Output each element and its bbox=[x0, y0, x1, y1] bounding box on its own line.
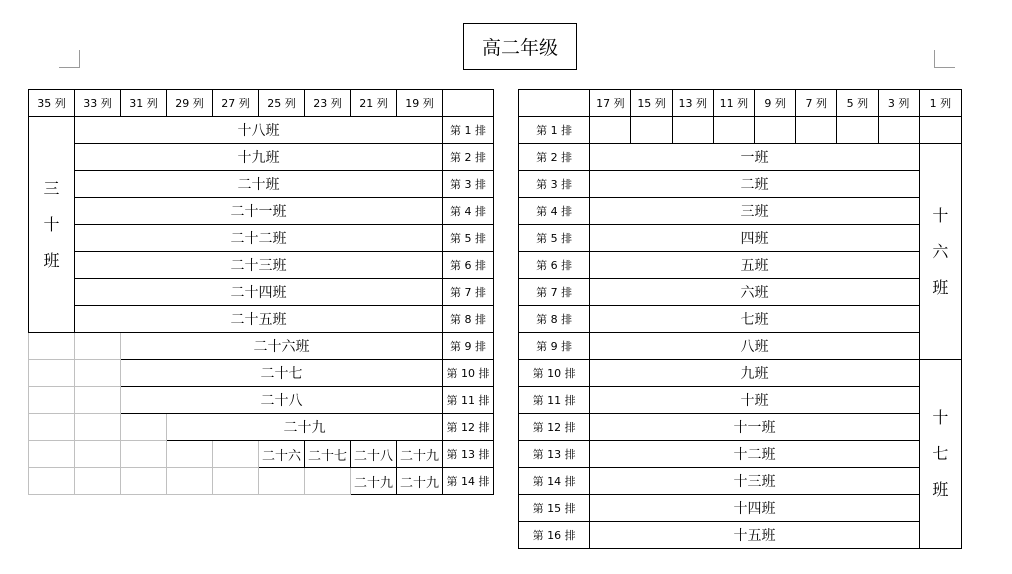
row-label: 第 16 排 bbox=[519, 522, 590, 549]
column-header: 13 列 bbox=[672, 90, 713, 117]
class-row: 九班 bbox=[590, 360, 919, 387]
row-label: 第 10 排 bbox=[443, 360, 494, 387]
column-header: 7 列 bbox=[796, 90, 837, 117]
class-row: 七班 bbox=[590, 306, 919, 333]
empty-seat bbox=[259, 468, 305, 495]
row-label: 第 9 排 bbox=[443, 333, 494, 360]
row-label: 第 8 排 bbox=[519, 306, 590, 333]
empty-seat bbox=[878, 117, 919, 144]
row-label: 第 5 排 bbox=[443, 225, 494, 252]
row-label: 第 15 排 bbox=[519, 495, 590, 522]
column-header: 27 列 bbox=[213, 90, 259, 117]
seat-cell: 二十九 bbox=[351, 468, 397, 495]
seat-cell: 二十七 bbox=[305, 441, 351, 468]
class-row: 二十八 bbox=[121, 387, 443, 414]
class-16-block: 十 六 班 bbox=[919, 144, 961, 360]
row-label: 第 9 排 bbox=[519, 333, 590, 360]
class-row: 二十四班 bbox=[75, 279, 443, 306]
right-seating-table bbox=[518, 89, 962, 549]
row-label: 第 12 排 bbox=[519, 414, 590, 441]
empty-seat bbox=[75, 333, 121, 360]
seat-cell: 二十九 bbox=[397, 441, 443, 468]
row-label: 第 10 排 bbox=[519, 360, 590, 387]
empty-seat bbox=[75, 441, 121, 468]
empty-seat bbox=[305, 468, 351, 495]
column-header: 31 列 bbox=[121, 90, 167, 117]
empty-seat bbox=[713, 117, 754, 144]
column-header: 17 列 bbox=[590, 90, 631, 117]
seat-cell: 二十八 bbox=[351, 441, 397, 468]
class-row: 二十二班 bbox=[75, 225, 443, 252]
row-label: 第 8 排 bbox=[443, 306, 494, 333]
row-label: 第 6 排 bbox=[443, 252, 494, 279]
class-row: 八班 bbox=[590, 333, 919, 360]
empty-seat bbox=[75, 468, 121, 495]
empty-seat bbox=[167, 468, 213, 495]
column-header: 25 列 bbox=[259, 90, 305, 117]
empty-seat bbox=[121, 414, 167, 441]
corner-cell bbox=[443, 90, 494, 117]
class-row: 四班 bbox=[590, 225, 919, 252]
column-header: 19 列 bbox=[397, 90, 443, 117]
class-17-block: 十 七 班 bbox=[919, 360, 961, 549]
empty-seat bbox=[167, 441, 213, 468]
class-row: 十班 bbox=[590, 387, 919, 414]
crop-mark-left bbox=[59, 50, 80, 68]
class-row: 十四班 bbox=[590, 495, 919, 522]
column-header: 29 列 bbox=[167, 90, 213, 117]
class-row: 二十九 bbox=[167, 414, 443, 441]
class-row: 二十班 bbox=[75, 171, 443, 198]
row-label: 第 4 排 bbox=[519, 198, 590, 225]
row-label: 第 2 排 bbox=[519, 144, 590, 171]
class-row: 一班 bbox=[590, 144, 919, 171]
class-row: 六班 bbox=[590, 279, 919, 306]
row-label: 第 6 排 bbox=[519, 252, 590, 279]
class-row: 十五班 bbox=[590, 522, 919, 549]
row-label: 第 11 排 bbox=[519, 387, 590, 414]
empty-seat bbox=[672, 117, 713, 144]
class-row: 十一班 bbox=[590, 414, 919, 441]
column-header: 9 列 bbox=[755, 90, 796, 117]
class-row: 五班 bbox=[590, 252, 919, 279]
empty-seat bbox=[837, 117, 878, 144]
empty-seat bbox=[75, 414, 121, 441]
page-title: 高二年级 bbox=[463, 23, 577, 70]
corner-cell bbox=[519, 90, 590, 117]
empty-seat bbox=[213, 468, 259, 495]
empty-seat bbox=[919, 117, 961, 144]
row-label: 第 7 排 bbox=[519, 279, 590, 306]
class-row: 二十三班 bbox=[75, 252, 443, 279]
row-label: 第 12 排 bbox=[443, 414, 494, 441]
empty-seat bbox=[29, 333, 75, 360]
empty-seat bbox=[755, 117, 796, 144]
class-row: 十九班 bbox=[75, 144, 443, 171]
row-label: 第 13 排 bbox=[519, 441, 590, 468]
row-label: 第 3 排 bbox=[519, 171, 590, 198]
empty-seat bbox=[590, 117, 631, 144]
row-label: 第 13 排 bbox=[443, 441, 494, 468]
empty-seat bbox=[29, 441, 75, 468]
row-label: 第 7 排 bbox=[443, 279, 494, 306]
crop-mark-right bbox=[934, 50, 955, 68]
empty-seat bbox=[75, 360, 121, 387]
column-header: 35 列 bbox=[29, 90, 75, 117]
class-row: 二班 bbox=[590, 171, 919, 198]
empty-seat bbox=[213, 441, 259, 468]
empty-seat bbox=[29, 387, 75, 414]
empty-seat bbox=[29, 360, 75, 387]
column-header: 23 列 bbox=[305, 90, 351, 117]
class-row: 十二班 bbox=[590, 441, 919, 468]
row-label: 第 14 排 bbox=[443, 468, 494, 495]
seat-cell: 二十九 bbox=[397, 468, 443, 495]
class-row: 十三班 bbox=[590, 468, 919, 495]
empty-seat bbox=[121, 468, 167, 495]
row-label: 第 3 排 bbox=[443, 171, 494, 198]
column-header: 3 列 bbox=[878, 90, 919, 117]
empty-seat bbox=[796, 117, 837, 144]
empty-seat bbox=[121, 441, 167, 468]
column-header: 21 列 bbox=[351, 90, 397, 117]
row-label: 第 2 排 bbox=[443, 144, 494, 171]
row-label: 第 5 排 bbox=[519, 225, 590, 252]
column-header: 11 列 bbox=[713, 90, 754, 117]
class-30-block: 三 十 班 bbox=[29, 117, 75, 333]
class-row: 二十五班 bbox=[75, 306, 443, 333]
row-label: 第 1 排 bbox=[443, 117, 494, 144]
column-header: 5 列 bbox=[837, 90, 878, 117]
class-row: 二十六班 bbox=[121, 333, 443, 360]
class-row: 二十一班 bbox=[75, 198, 443, 225]
seat-cell: 二十六 bbox=[259, 441, 305, 468]
empty-seat bbox=[631, 117, 672, 144]
row-label: 第 11 排 bbox=[443, 387, 494, 414]
column-header: 1 列 bbox=[919, 90, 961, 117]
empty-seat bbox=[29, 468, 75, 495]
class-row: 二十七 bbox=[121, 360, 443, 387]
column-header: 15 列 bbox=[631, 90, 672, 117]
column-header: 33 列 bbox=[75, 90, 121, 117]
empty-seat bbox=[75, 387, 121, 414]
row-label: 第 1 排 bbox=[519, 117, 590, 144]
row-label: 第 4 排 bbox=[443, 198, 494, 225]
empty-seat bbox=[29, 414, 75, 441]
class-row: 十八班 bbox=[75, 117, 443, 144]
row-label: 第 14 排 bbox=[519, 468, 590, 495]
left-seating-table bbox=[28, 89, 494, 495]
class-row: 三班 bbox=[590, 198, 919, 225]
